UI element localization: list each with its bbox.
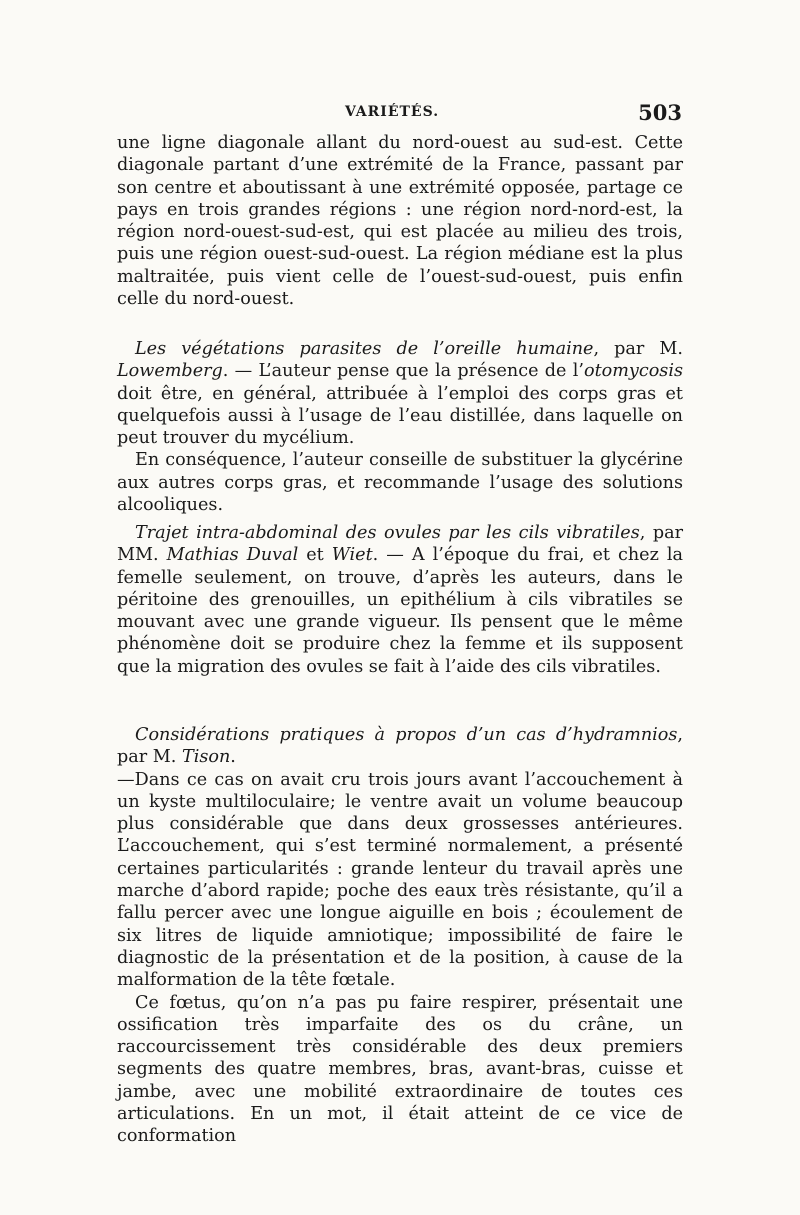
paragraph: En conséquence, l’auteur conseille de substituer la glycérine aux autres corps gras, et recommande l’usage des solutions alcooliques. [117,450,683,516]
paragraph: —Dans ce cas on avait cru trois jours avant l’accouchement à un kyste multiloculaire; le ventre avait un volume beaucoup plus considérable que dans deux grossesses antérieures. L’accouchement, qui s’est terminé normalement, a présenté certaines particularités : grande lenteur du travail après une marche d’abord rapide; poche des eaux très résistante, qu’il a fallu percer avec une longue aiguille en bois ; écoulement de six litres de liquide amniotique; impossibilité de faire le diagnostic de la présentation et de la position, à cause de la malformation de la tête fœtale. [117,769,683,991]
article-title: Considérations pratiques à propos d’un cas d’hydramnios [135,725,678,745]
author-name: Tison [181,747,231,768]
separator-dash: . — [222,361,253,382]
page-number: 503 [638,100,682,125]
byline-text: , par M. [117,725,683,768]
article-ovules [117,522,683,678]
byline-text: , par MM. [117,523,683,566]
paragraph [117,724,683,769]
paragraph [117,522,683,678]
paragraph [117,338,683,449]
author-name: Mathias Duval [166,545,299,566]
article-otomycosis [117,338,683,516]
separator-dash: . — [372,545,404,566]
running-head: VARIÉTÉS. [345,104,440,120]
article-title: Trajet intra-abdominal des ovules par les cils vibratiles [135,523,640,543]
article-hydramnios [117,724,683,1148]
body-text: A l’époque du frai, et chez la femelle seulement, on trouve, d’après les auteurs, dans le péritoine des grenouilles, un epithélium à cils vibratiles se mouvant avec une grande vigueur. Ils pensent que le même phénomène doit se produire chez la femme et ils supposent que la migration des ovules se fait à l’aide des cils vibratiles. [117,545,683,677]
paragraph: une ligne diagonale allant du nord-ouest au sud-est. Cette diagonale partant d’une extrémité de la France, passant par son centre et aboutissant à une extrémité opposée, partage ce pays en trois grandes régions : une région nord-nord-est, la région nord-ouest-sud-est, qui est placée au milieu des trois, puis une région ouest-sud-ouest. La région médiane est la plus maltraitée, puis vient celle de l’ouest-sud-ouest, puis enfin celle du nord-ouest. [117,133,683,310]
page-header [0,100,800,130]
byline-text: et [298,545,332,566]
continued-paragraph [117,132,683,310]
term: otomycosis [583,361,683,382]
author-name: Wiet [331,545,373,566]
article-title: Les végétations parasites de l’oreille humaine [135,339,594,359]
byline-text: , par M. [593,339,683,359]
separator-dash: . [230,747,236,768]
body-text: doit être, en général, attribuée à l’emploi des corps gras et quelquefois aussi à l’usage de l’eau distillée, dans laquelle on peut trouver du mycélium. [117,383,683,449]
paragraph: Ce fœtus, qu’on n’a pas pu faire respirer, présentait une ossification très imparfaite des os du crâne, un raccourcissement très considérable des deux premiers segments des quatre membres, bras, avant-bras, cuisse et jambe, avec une mobilité extraordinaire de toutes ces articulations. En un mot, il était atteint de ce vice de conformation [117,992,683,1147]
author-name: Lowemberg [117,361,223,382]
body-text: L’auteur pense que la présence de l’ [252,361,584,382]
